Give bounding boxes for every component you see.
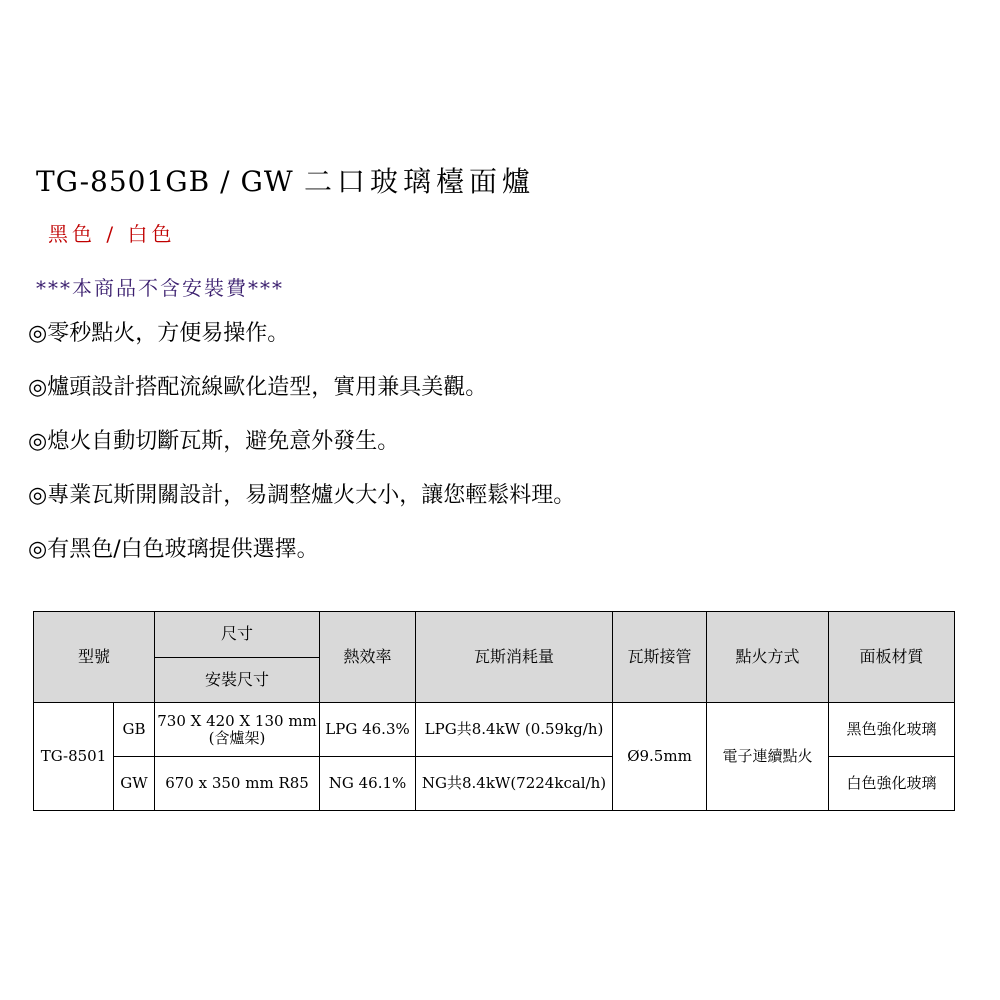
- feature-item: ◎爐頭設計搭配流線歐化造型，實用兼具美觀。: [28, 375, 488, 400]
- feature-item: ◎零秒點火，方便易操作。: [28, 321, 290, 346]
- installation-notice: ***本商品不含安裝費***: [36, 276, 284, 300]
- cell-panel: 黑色強化玻璃: [829, 703, 955, 757]
- cell-gas-pipe: Ø9.5mm: [613, 703, 707, 811]
- cell-variant: GB: [114, 703, 155, 757]
- product-title: [36, 160, 535, 200]
- cell-gas-consumption: LPG共8.4kW (0.59kg/h): [416, 703, 613, 757]
- cell-size: [155, 703, 320, 757]
- cell-efficiency: LPG 46.3%: [320, 703, 416, 757]
- color-options: 黑色 / 白色: [48, 222, 176, 246]
- cell-model: TG-8501: [34, 703, 114, 811]
- header-gas-consumption: 瓦斯消耗量: [416, 612, 613, 703]
- header-model: 型號: [34, 612, 155, 703]
- cell-gas-consumption: NG共8.4kW(7224kcal/h): [416, 757, 613, 811]
- spec-table: [33, 611, 955, 811]
- cell-panel: 白色強化玻璃: [829, 757, 955, 811]
- header-size: 尺寸: [155, 612, 320, 658]
- product-name: 二口玻璃檯面爐: [304, 165, 536, 198]
- cell-size: 670 x 350 mm R85: [155, 757, 320, 811]
- header-ignition: 點火方式: [707, 612, 829, 703]
- feature-item: ◎專業瓦斯開關設計，易調整爐火大小，讓您輕鬆料理。: [28, 483, 576, 508]
- header-efficiency: 熱效率: [320, 612, 416, 703]
- feature-list: [28, 316, 575, 586]
- table-row: [34, 703, 955, 757]
- table-header-row: [34, 612, 955, 658]
- model-number: TG-8501GB / GW: [36, 165, 294, 198]
- cell-efficiency: NG 46.1%: [320, 757, 416, 811]
- header-panel: 面板材質: [829, 612, 955, 703]
- cell-ignition: 電子連續點火: [707, 703, 829, 811]
- feature-item: ◎有黑色/白色玻璃提供選擇。: [28, 537, 319, 562]
- header-install-size: 安裝尺寸: [155, 657, 320, 703]
- size-line: 730 X 420 X 130 mm: [157, 711, 317, 730]
- size-line: (含爐架): [208, 728, 266, 747]
- header-gas-pipe: 瓦斯接管: [613, 612, 707, 703]
- cell-variant: GW: [114, 757, 155, 811]
- feature-item: ◎熄火自動切斷瓦斯，避免意外發生。: [28, 429, 400, 454]
